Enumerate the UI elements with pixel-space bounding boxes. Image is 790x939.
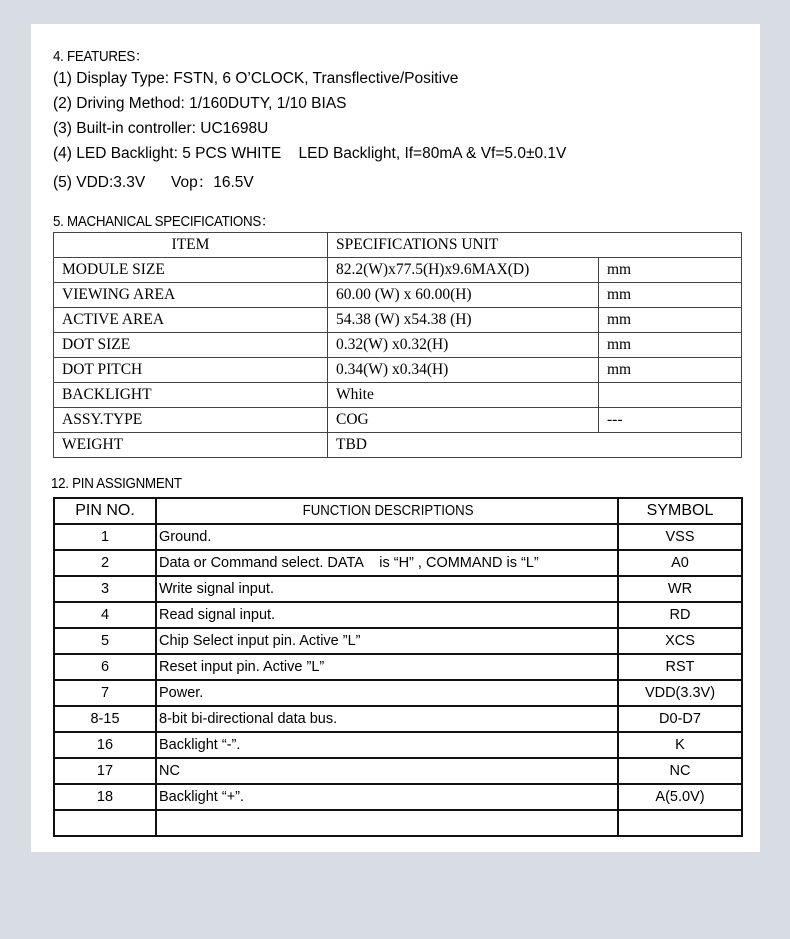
- pin-number: [54, 810, 156, 836]
- table-row: [54, 524, 742, 550]
- header-cell: SYMBOL: [618, 498, 742, 524]
- pins-heading: 12. PIN ASSIGNMENT: [51, 476, 182, 492]
- spec-unit: ---: [599, 408, 742, 433]
- table-row: [54, 602, 742, 628]
- pin-symbol: VSS: [618, 524, 742, 550]
- spec-value: 60.00 (W) x 60.00(H): [328, 283, 599, 308]
- spec-item: DOT PITCH: [54, 358, 328, 383]
- feature-line: (3) Built-in controller: UC1698U: [53, 120, 269, 137]
- spec-value: White: [328, 383, 599, 408]
- header-cell-label: FUNCTION DESCRIPTIONS: [302, 502, 474, 519]
- pin-number: 3: [54, 576, 156, 602]
- table-row: [54, 732, 742, 758]
- table-row: [54, 383, 742, 408]
- spec-unit: mm: [599, 258, 742, 283]
- pin-number: 1: [54, 524, 156, 550]
- spec-value: 0.34(W) x0.34(H): [328, 358, 599, 383]
- features-heading: 4. FEATURES：: [53, 49, 149, 65]
- spec-value: 54.38 (W) x54.38 (H): [328, 308, 599, 333]
- spec-unit: mm: [599, 308, 742, 333]
- table-row: [54, 680, 742, 706]
- pin-symbol: NC: [618, 758, 742, 784]
- mech-heading: 5. MACHANICAL SPECIFICATIONS：: [53, 214, 275, 230]
- pin-function: Data or Command select. DATA is “H” , COMMAND is “L”: [156, 550, 618, 576]
- table-row: [54, 576, 742, 602]
- feature-line: (2) Driving Method: 1/160DUTY, 1/10 BIAS: [53, 95, 347, 112]
- spec-item: ACTIVE AREA: [54, 308, 328, 333]
- spec-item: ASSY.TYPE: [54, 408, 328, 433]
- pin-function: Ground.: [156, 524, 618, 550]
- table-row: [54, 258, 742, 283]
- pin-function: Reset input pin. Active ”L”: [156, 654, 618, 680]
- header-cell: [156, 498, 618, 524]
- table-row: [54, 550, 742, 576]
- pin-symbol: WR: [618, 576, 742, 602]
- spec-value: 82.2(W)x77.5(H)x9.6MAX(D): [328, 258, 599, 283]
- table-row: [54, 758, 742, 784]
- pin-function: Read signal input.: [156, 602, 618, 628]
- table-row: [54, 308, 742, 333]
- pin-number: 16: [54, 732, 156, 758]
- pin-function: Chip Select input pin. Active ”L”: [156, 628, 618, 654]
- pin-function: 8-bit bi-directional data bus.: [156, 706, 618, 732]
- spec-item: WEIGHT: [54, 433, 328, 458]
- pin-function: [156, 810, 618, 836]
- pin-function: Power.: [156, 680, 618, 706]
- table-row: [54, 706, 742, 732]
- spec-unit: [599, 383, 742, 408]
- spec-unit: mm: [599, 358, 742, 383]
- spec-item: BACKLIGHT: [54, 383, 328, 408]
- table-row: [54, 628, 742, 654]
- table-row: [54, 654, 742, 680]
- pin-function: Backlight “+”.: [156, 784, 618, 810]
- header-cell: ITEM: [54, 233, 328, 258]
- pin-symbol: [618, 810, 742, 836]
- table-row: [54, 283, 742, 308]
- mechanical-spec-table: [53, 232, 742, 458]
- pin-symbol: A(5.0V): [618, 784, 742, 810]
- spec-item: VIEWING AREA: [54, 283, 328, 308]
- table-row: [54, 433, 742, 458]
- table-row: [54, 358, 742, 383]
- pin-function: Write signal input.: [156, 576, 618, 602]
- pin-assignment-table: [53, 497, 743, 837]
- table-header-row: [54, 498, 742, 524]
- header-cell: SPECIFICATIONS UNIT: [328, 233, 742, 258]
- datasheet-page: [31, 24, 760, 852]
- table-row: [54, 784, 742, 810]
- table-row: [54, 408, 742, 433]
- pin-number: 5: [54, 628, 156, 654]
- header-cell: PIN NO.: [54, 498, 156, 524]
- pin-function: NC: [156, 758, 618, 784]
- feature-line: (1) Display Type: FSTN, 6 O’CLOCK, Transflective/Positive: [53, 70, 459, 87]
- pin-number: 2: [54, 550, 156, 576]
- spec-value: 0.32(W) x0.32(H): [328, 333, 599, 358]
- spec-value: COG: [328, 408, 599, 433]
- pin-number: 7: [54, 680, 156, 706]
- spec-unit: mm: [599, 333, 742, 358]
- spec-unit: mm: [599, 283, 742, 308]
- pin-symbol: VDD(3.3V): [618, 680, 742, 706]
- pin-symbol: K: [618, 732, 742, 758]
- spec-item: MODULE SIZE: [54, 258, 328, 283]
- pin-number: 8-15: [54, 706, 156, 732]
- pin-symbol: RST: [618, 654, 742, 680]
- pin-symbol: XCS: [618, 628, 742, 654]
- spec-item: DOT SIZE: [54, 333, 328, 358]
- pin-number: 4: [54, 602, 156, 628]
- pin-symbol: RD: [618, 602, 742, 628]
- pin-number: 17: [54, 758, 156, 784]
- pin-number: 6: [54, 654, 156, 680]
- pin-symbol: A0: [618, 550, 742, 576]
- pin-number: 18: [54, 784, 156, 810]
- feature-line: (5) VDD:3.3V Vop：16.5V: [53, 174, 254, 191]
- table-row: [54, 333, 742, 358]
- pin-function: Backlight “-”.: [156, 732, 618, 758]
- table-header-row: [54, 233, 742, 258]
- pin-symbol: D0-D7: [618, 706, 742, 732]
- table-row: [54, 810, 742, 836]
- spec-value: TBD: [328, 433, 742, 458]
- feature-line: (4) LED Backlight: 5 PCS WHITE LED Backlight, If=80mA & Vf=5.0±0.1V: [53, 145, 567, 162]
